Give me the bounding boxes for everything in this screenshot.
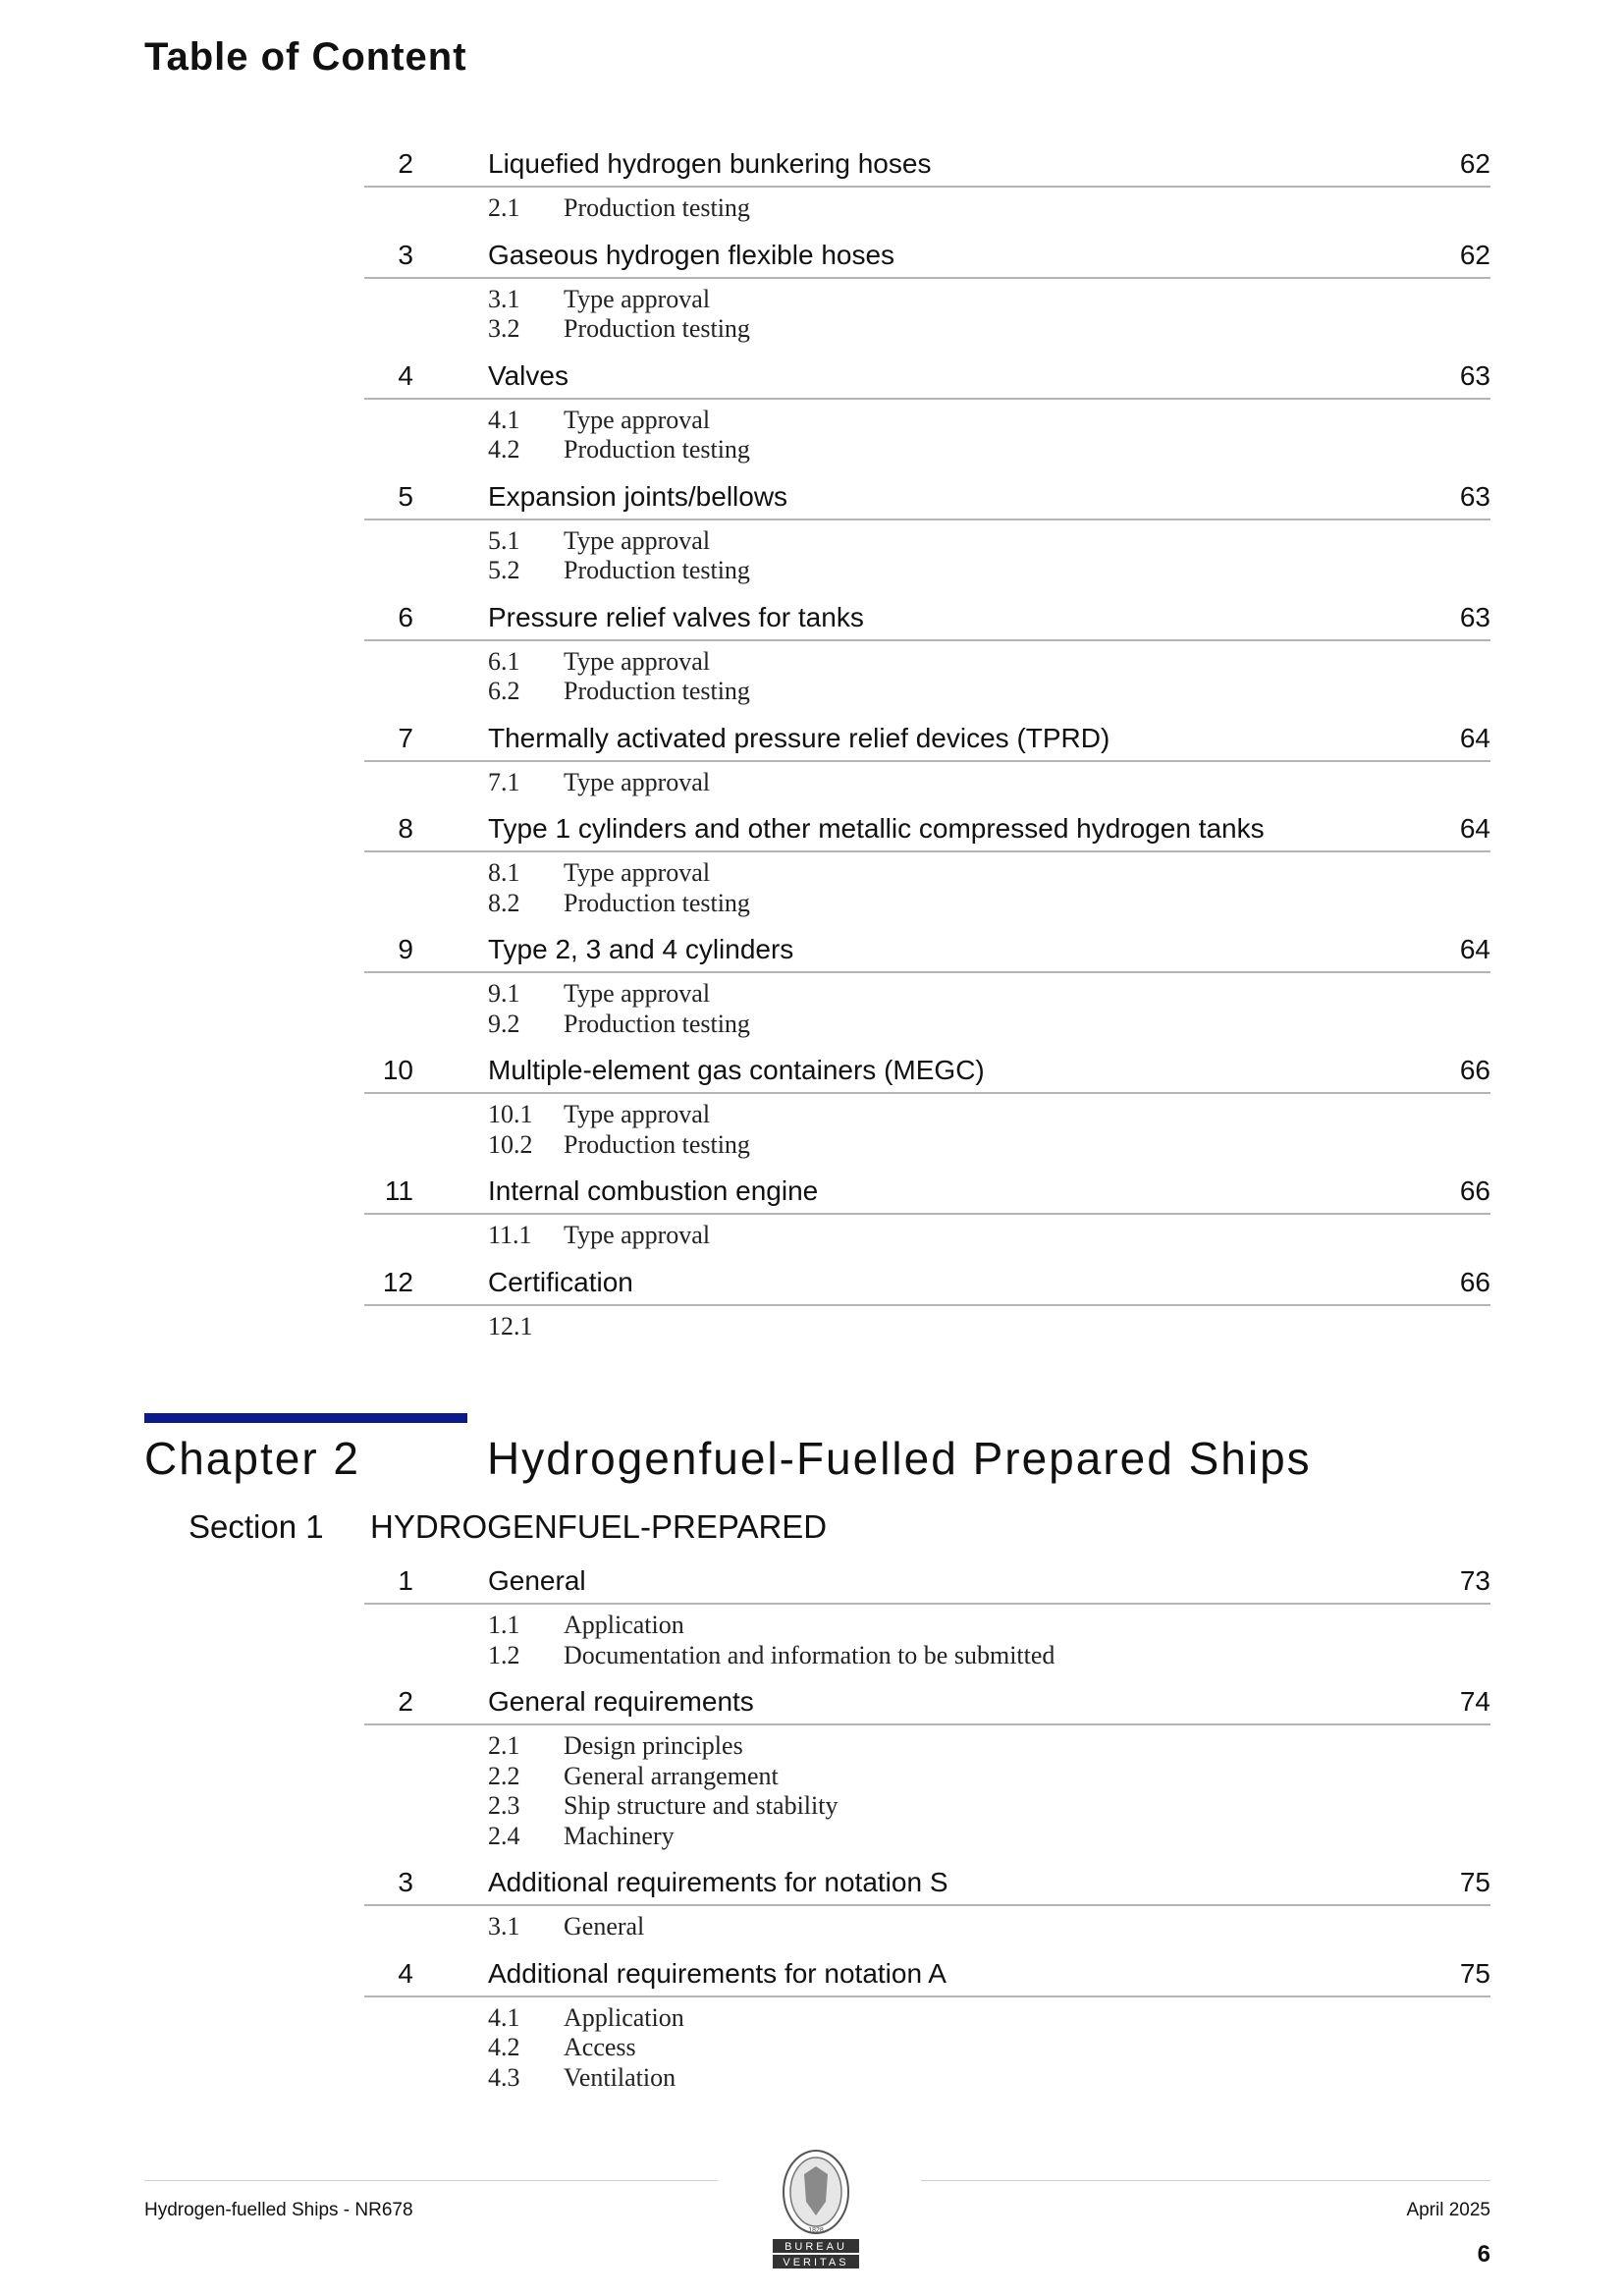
subsection-number: 4.3	[488, 2062, 520, 2092]
logo-year: 1828	[808, 2227, 824, 2234]
subsection-number: 1.1	[488, 1611, 520, 1639]
article-number: 5	[398, 480, 413, 512]
footer-divider	[921, 2180, 1490, 2181]
subsection-list	[364, 1215, 1490, 1261]
subsection-title: Documentation and information to be submitted	[564, 1640, 1055, 1669]
toc-subsection-row[interactable]	[364, 433, 1490, 464]
footer-divider	[144, 2180, 718, 2181]
toc-article-row[interactable]	[364, 596, 1490, 641]
article-title: Pressure relief valves for tanks	[488, 601, 864, 632]
article-page-number: 66	[1459, 1055, 1490, 1085]
article-title: Certification	[488, 1266, 633, 1297]
subsection-title: Application	[564, 2002, 684, 2032]
toc-subsection-row[interactable]	[364, 1219, 1490, 1249]
article-title: Type 2, 3 and 4 cylinders	[488, 934, 794, 964]
subsection-number: 11.1	[488, 1221, 532, 1249]
subsection-title: Production testing	[564, 435, 750, 464]
article-page-number: 63	[1459, 601, 1490, 632]
toc-subsection-row[interactable]	[364, 1789, 1490, 1820]
subsection-title: Ventilation	[564, 2062, 676, 2092]
subsection-number: 4.1	[488, 2002, 520, 2032]
toc-list-chapter-1	[364, 142, 1490, 1351]
toc-subsection-row[interactable]	[364, 1639, 1490, 1669]
article-page-number: 75	[1459, 1957, 1490, 1989]
subsection-number: 9.2	[488, 1009, 520, 1038]
subsection-title: Type approval	[564, 284, 711, 313]
toc-article-row[interactable]	[364, 807, 1490, 852]
article-number: 3	[398, 1867, 413, 1897]
subsection-number: 8.1	[488, 858, 520, 887]
subsection-title: Production testing	[564, 314, 750, 343]
subsection-title: Production testing	[564, 193, 750, 222]
toc-subsection-row[interactable]	[364, 2061, 1490, 2092]
article-page-number: 75	[1459, 1867, 1490, 1897]
article-page-number: 64	[1459, 722, 1490, 753]
subsection-title: Type approval	[564, 646, 711, 676]
article-number: 2	[398, 148, 413, 179]
subsection-number: 6.2	[488, 677, 520, 705]
article-page-number: 64	[1459, 934, 1490, 964]
toc-subsection-row[interactable]	[364, 766, 1490, 796]
toc-subsection-row[interactable]	[364, 2031, 1490, 2061]
toc-subsection-row[interactable]	[364, 312, 1490, 343]
subsection-list	[364, 973, 1490, 1049]
article-title: Additional requirements for notation A	[488, 1957, 947, 1989]
subsection-number: 10.1	[488, 1100, 533, 1128]
subsection-title: Ship structure and stability	[564, 1791, 839, 1820]
subsection-number: 2.1	[488, 1731, 520, 1760]
toc-list-chapter-2	[364, 1559, 1490, 2103]
article-number: 7	[398, 722, 413, 753]
toc-article-row[interactable]	[364, 1861, 1490, 1906]
article-number: 6	[398, 601, 413, 632]
toc-subsection-row[interactable]	[364, 554, 1490, 584]
article-number: 12	[382, 1266, 413, 1297]
subsection-list	[364, 1997, 1490, 2104]
article-page-number: 66	[1459, 1266, 1490, 1297]
subsection-list	[364, 1906, 1490, 1952]
footer-date: April 2025	[1406, 2200, 1490, 2220]
toc-subsection-row[interactable]	[364, 977, 1490, 1008]
subsection-number: 3.2	[488, 314, 520, 343]
subsection-title: Type approval	[564, 525, 711, 555]
bureau-veritas-logo	[767, 2147, 865, 2272]
subsection-title: Application	[564, 1611, 684, 1639]
toc-subsection-row[interactable]	[364, 887, 1490, 917]
article-title: Gaseous hydrogen flexible hoses	[488, 239, 895, 270]
toc-subsection-row[interactable]	[364, 1310, 1490, 1340]
subsection-title: Production testing	[564, 1009, 750, 1038]
subsection-number: 12.1	[488, 1311, 533, 1340]
subsection-list	[364, 1094, 1490, 1170]
toc-subsection-row[interactable]	[364, 1910, 1490, 1941]
subsection-number: 8.2	[488, 888, 520, 917]
toc-subsection-row[interactable]	[364, 1008, 1490, 1038]
subsection-number: 10.2	[488, 1129, 533, 1159]
article-number: 9	[398, 934, 413, 964]
toc-article-row[interactable]	[364, 928, 1490, 973]
article-title: Thermally activated pressure relief devices (TPRD)	[488, 722, 1110, 753]
article-title: General requirements	[488, 1686, 754, 1717]
subsection-list	[364, 852, 1490, 928]
section-label: Section 1	[189, 1508, 324, 1545]
section-title: HYDROGENFUEL-PREPARED	[370, 1508, 828, 1545]
article-number: 3	[398, 239, 413, 270]
subsection-title: General	[564, 1912, 645, 1941]
subsection-number: 4.1	[488, 405, 520, 434]
logo-text-bureau: BUREAU	[784, 2241, 847, 2253]
subsection-list	[364, 1306, 1490, 1352]
article-number: 8	[398, 813, 413, 844]
subsection-number: 5.1	[488, 525, 520, 555]
toc-subsection-row[interactable]	[364, 1760, 1490, 1790]
toc-subsection-row[interactable]	[364, 645, 1490, 676]
article-title: Multiple-element gas containers (MEGC)	[488, 1055, 985, 1085]
subsection-number: 2.4	[488, 1821, 520, 1850]
article-number: 2	[398, 1686, 413, 1717]
article-page-number: 73	[1459, 1565, 1490, 1596]
toc-article-row[interactable]	[364, 1261, 1490, 1306]
subsection-list	[364, 520, 1490, 596]
toc-subsection-row[interactable]	[364, 404, 1490, 434]
toc-subsection-row[interactable]	[364, 1098, 1490, 1128]
subsection-number: 5.2	[488, 556, 520, 584]
article-page-number: 62	[1459, 239, 1490, 270]
article-page-number: 63	[1459, 359, 1490, 391]
article-number: 4	[398, 1957, 413, 1989]
toc-article-row[interactable]	[364, 475, 1490, 520]
page-title: Table of Content	[144, 35, 467, 79]
toc-subsection-row[interactable]	[364, 1820, 1490, 1850]
footer-document-title: Hydrogen-fuelled Ships - NR678	[144, 2200, 413, 2220]
article-title: Expansion joints/bellows	[488, 480, 788, 512]
subsection-list	[364, 1725, 1490, 1861]
subsection-number: 2.3	[488, 1791, 520, 1820]
toc-article-row[interactable]	[364, 1049, 1490, 1094]
article-title: Internal combustion engine	[488, 1175, 819, 1206]
subsection-title: Design principles	[564, 1731, 743, 1760]
article-title: Additional requirements for notation S	[488, 1867, 948, 1897]
subsection-number: 2.1	[488, 193, 520, 222]
subsection-number: 4.2	[488, 2033, 520, 2061]
article-page-number: 63	[1459, 480, 1490, 512]
subsection-title: Production testing	[564, 677, 750, 705]
subsection-list	[364, 279, 1490, 355]
article-number: 11	[384, 1175, 413, 1206]
subsection-title: Production testing	[564, 888, 750, 917]
subsection-title: General arrangement	[564, 1761, 779, 1790]
subsection-list	[364, 641, 1490, 717]
toc-subsection-row[interactable]	[364, 2001, 1490, 2032]
subsection-number: 4.2	[488, 435, 520, 464]
article-title: General	[488, 1565, 586, 1596]
article-title: Liquefied hydrogen bunkering hoses	[488, 148, 932, 179]
subsection-title: Access	[564, 2033, 636, 2061]
toc-subsection-row[interactable]	[364, 675, 1490, 705]
article-number: 1	[398, 1565, 413, 1596]
toc-article-row[interactable]	[364, 142, 1490, 188]
subsection-title: Type approval	[564, 1100, 711, 1128]
toc-subsection-row[interactable]	[364, 1729, 1490, 1760]
subsection-title: Type approval	[564, 858, 711, 887]
subsection-number: 9.1	[488, 979, 520, 1008]
subsection-list	[364, 762, 1490, 808]
subsection-title: Machinery	[564, 1821, 675, 1850]
subsection-number: 6.1	[488, 646, 520, 676]
chapter-label: Chapter 2	[144, 1433, 361, 1484]
subsection-number: 1.2	[488, 1640, 520, 1669]
subsection-title: Production testing	[564, 556, 750, 584]
subsection-number: 2.2	[488, 1761, 520, 1790]
toc-subsection-row[interactable]	[364, 524, 1490, 555]
article-page-number: 66	[1459, 1175, 1490, 1206]
toc-subsection-row[interactable]	[364, 1609, 1490, 1639]
article-page-number: 74	[1459, 1686, 1490, 1717]
article-number: 10	[382, 1055, 413, 1085]
subsection-number: 3.1	[488, 1912, 520, 1941]
toc-article-row[interactable]	[364, 717, 1490, 762]
page-number: 6	[1477, 2241, 1490, 2268]
subsection-title: Type approval	[564, 405, 711, 434]
toc-article-row[interactable]	[364, 234, 1490, 279]
toc-article-row[interactable]	[364, 1680, 1490, 1725]
toc-subsection-row[interactable]	[364, 1128, 1490, 1159]
article-number: 4	[398, 359, 413, 391]
subsection-title: Type approval	[564, 1221, 711, 1249]
chapter-accent-bar	[144, 1413, 467, 1423]
article-page-number: 64	[1459, 813, 1490, 844]
subsection-title: Production testing	[564, 1129, 750, 1159]
subsection-list	[364, 188, 1490, 234]
subsection-title: Type approval	[564, 979, 711, 1008]
toc-article-row[interactable]	[364, 1952, 1490, 1997]
subsection-title: Type approval	[564, 767, 711, 796]
subsection-list	[364, 400, 1490, 475]
toc-subsection-row[interactable]	[364, 283, 1490, 313]
subsection-number: 3.1	[488, 284, 520, 313]
subsection-list	[364, 1605, 1490, 1680]
subsection-number: 7.1	[488, 767, 520, 796]
toc-subsection-row[interactable]	[364, 856, 1490, 887]
toc-article-row[interactable]	[364, 1559, 1490, 1605]
article-title: Type 1 cylinders and other metallic compressed hydrogen tanks	[488, 813, 1265, 844]
toc-article-row[interactable]	[364, 355, 1490, 400]
toc-subsection-row[interactable]	[364, 191, 1490, 222]
toc-article-row[interactable]	[364, 1170, 1490, 1215]
article-title: Valves	[488, 359, 568, 391]
chapter-title: Hydrogenfuel-Fuelled Prepared Ships	[487, 1433, 1312, 1484]
article-page-number: 62	[1459, 148, 1490, 179]
logo-text-veritas: VERITAS	[783, 2257, 849, 2269]
